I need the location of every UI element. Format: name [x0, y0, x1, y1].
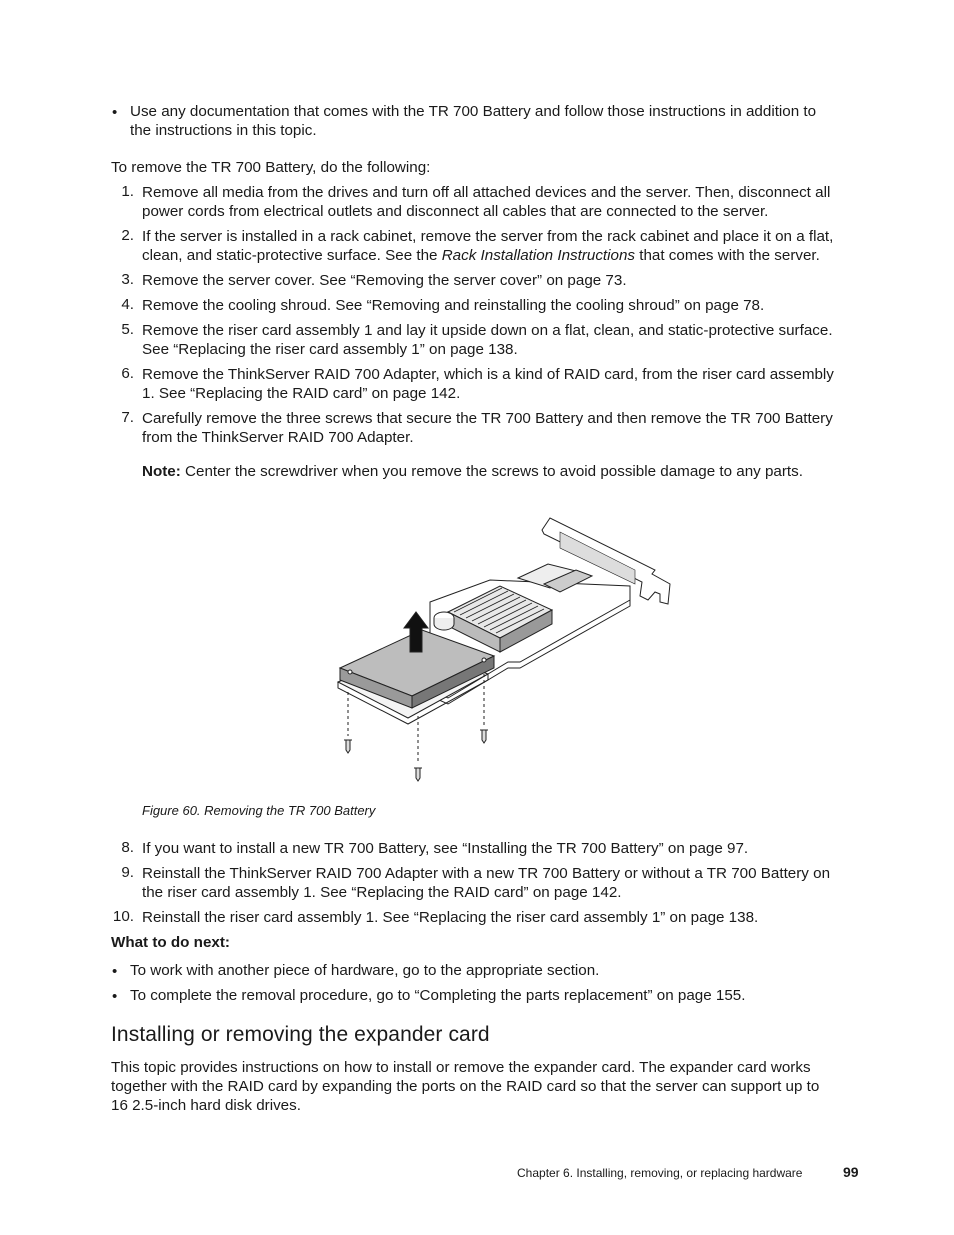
step-number: 9. — [121, 864, 134, 881]
rack-instructions-title: Rack Installation Instructions — [441, 247, 636, 264]
step-4-line1: Remove the cooling shroud. See “Removing and reinstalling the cooling shroud” on page 78. — [142, 297, 765, 314]
figure-caption: Figure 60. Removing the TR 700 Battery — [142, 803, 376, 818]
section-para-line1: This topic provides instructions on how to install or remove the expander card. The expander card works — [111, 1059, 811, 1076]
step-7-line2: from the ThinkServer RAID 700 Adapter. — [142, 429, 414, 446]
step-number: 5. — [121, 321, 134, 338]
procedure-lead: To remove the TR 700 Battery, do the following: — [111, 159, 431, 176]
step-number: 6. — [121, 365, 134, 382]
step-number: 10. — [112, 908, 134, 925]
step-2-text-end: that comes with the server. — [635, 247, 820, 264]
bullet-mark: • — [112, 104, 118, 121]
footer-chapter: Chapter 6. Installing, removing, or replacing hardware — [517, 1166, 803, 1180]
note-label: Note: — [142, 463, 181, 480]
step-9-line1: Reinstall the ThinkServer RAID 700 Adapter with a new TR 700 Battery or without a TR 700 Battery on — [142, 865, 831, 882]
step-5-line1: Remove the riser card assembly 1 and lay it upside down on a flat, clean, and static-protective surface. — [142, 322, 833, 339]
step-3-line1: Remove the server cover. See “Removing the server cover” on page 73. — [142, 272, 627, 289]
step-6-line1: Remove the ThinkServer RAID 700 Adapter, which is a kind of RAID card, from the riser card assembly — [142, 366, 834, 383]
next-item-2: To complete the removal procedure, go to “Completing the parts replacement” on page 155. — [130, 987, 746, 1004]
step-1-line2: power cords from electrical outlets and disconnect all cables that are connected to the server. — [142, 203, 769, 220]
step-10-line1: Reinstall the riser card assembly 1. See “Replacing the riser card assembly 1” on page 138. — [142, 909, 759, 926]
step-number: 3. — [121, 271, 134, 288]
bullet-mark: • — [112, 963, 118, 980]
intro-bullet-line1: Use any documentation that comes with the TR 700 Battery and follow those instructions in addition to — [130, 103, 817, 120]
what-next-heading: What to do next: — [111, 934, 230, 951]
bullet-mark: • — [112, 988, 118, 1005]
step-2-line1: If the server is installed in a rack cabinet, remove the server from the rack cabinet and place it on a flat, — [142, 228, 834, 245]
screw-icon — [344, 740, 352, 753]
step-2-text: clean, and static-protective surface. See the — [142, 247, 442, 264]
step-number: 8. — [121, 839, 134, 856]
step-2-line2 — [142, 246, 820, 265]
note-text: Center the screwdriver when you remove the screws to avoid possible damage to any parts. — [180, 463, 803, 480]
step-number: 4. — [121, 296, 134, 313]
step-number: 1. — [121, 183, 134, 200]
tr700-battery-removal-illustration — [330, 512, 675, 784]
note — [142, 462, 803, 481]
intro-bullet-line2: the instructions in this topic. — [130, 122, 317, 139]
screw-icon — [480, 730, 488, 743]
step-number: 7. — [121, 409, 134, 426]
step-9-line2: the riser card assembly 1. See “Replacing the RAID card” on page 142. — [142, 884, 622, 901]
page-number: 99 — [843, 1164, 859, 1180]
step-5-line2: See “Replacing the riser card assembly 1” on page 138. — [142, 341, 518, 358]
step-1-line1: Remove all media from the drives and turn off all attached devices and the server. Then, disconnect all — [142, 184, 831, 201]
section-title: Installing or removing the expander card — [111, 1023, 490, 1046]
section-para-line3: 16 2.5-inch hard disk drives. — [111, 1097, 301, 1114]
step-6-line2: 1. See “Replacing the RAID card” on page 142. — [142, 385, 461, 402]
section-para-line2: together with the RAID card by expanding the ports on the RAID card so that the server can support up to — [111, 1078, 820, 1095]
step-number: 2. — [121, 227, 134, 244]
step-8-line1: If you want to install a new TR 700 Battery, see “Installing the TR 700 Battery” on page 97. — [142, 840, 749, 857]
screw-icon — [414, 768, 422, 781]
next-item-1: To work with another piece of hardware, go to the appropriate section. — [130, 962, 600, 979]
step-7-line1: Carefully remove the three screws that secure the TR 700 Battery and then remove the TR 700 Battery — [142, 410, 833, 427]
